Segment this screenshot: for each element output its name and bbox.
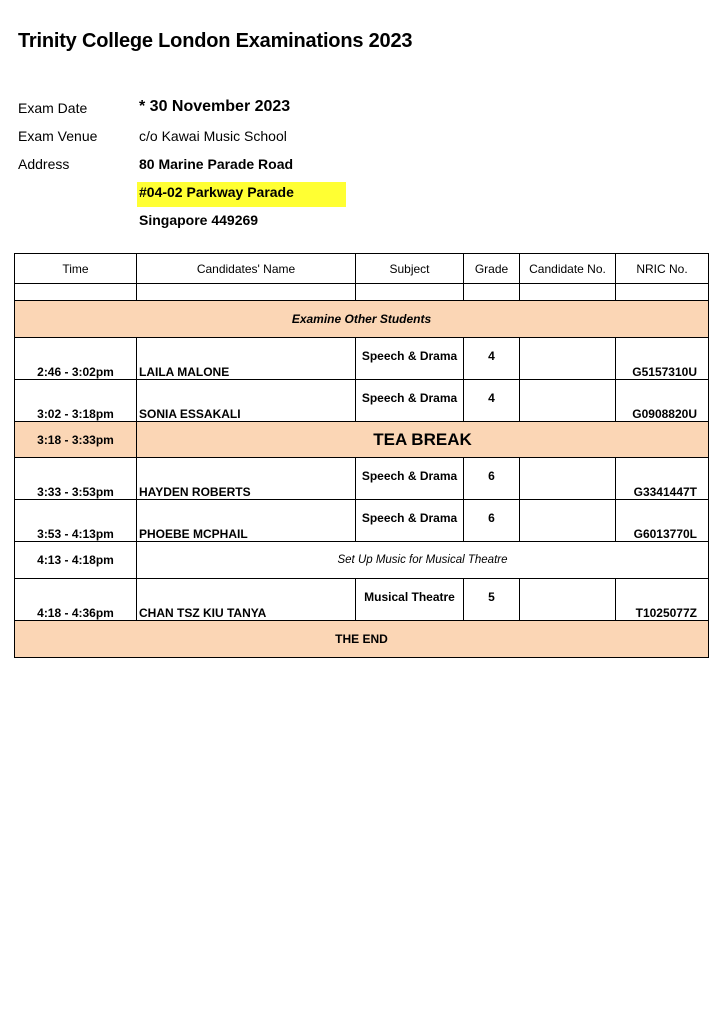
- end-label: THE END: [15, 621, 709, 658]
- setup-label: Set Up Music for Musical Theatre: [137, 542, 709, 579]
- section-banner: Examine Other Students: [15, 301, 709, 338]
- cell-grade: 4: [464, 380, 520, 422]
- cell-grade: 6: [464, 500, 520, 542]
- cell-subject: Speech & Drama: [356, 380, 464, 422]
- address-line-1: 80 Marine Parade Road: [139, 156, 294, 172]
- cell-candidate-no: [520, 458, 616, 500]
- header-candidate-name: Candidates' Name: [137, 254, 356, 284]
- exam-date-value: * 30 November 2023: [139, 98, 291, 115]
- cell-subject: Speech & Drama: [356, 500, 464, 542]
- cell-grade: 4: [464, 338, 520, 380]
- address-highlight: #04-02 Parkway Parade: [137, 182, 346, 207]
- cell-name: LAILA MALONE: [137, 338, 356, 380]
- cell-time: 2:46 - 3:02pm: [15, 338, 137, 380]
- table-row: [15, 500, 709, 542]
- header-candidate-no: Candidate No.: [520, 254, 616, 284]
- exam-date-label: Exam Date: [18, 100, 88, 116]
- cell-name: SONIA ESSAKALI: [137, 380, 356, 422]
- cell-time: 3:33 - 3:53pm: [15, 458, 137, 500]
- header-subject: Subject: [356, 254, 464, 284]
- table-row: [15, 458, 709, 500]
- tea-break-label: TEA BREAK: [137, 422, 709, 458]
- page-title: Trinity College London Examinations 2023: [18, 30, 413, 52]
- header-nric-no: NRIC No.: [616, 254, 709, 284]
- table-row: [15, 579, 709, 621]
- cell-time: 3:02 - 3:18pm: [15, 380, 137, 422]
- exam-info: [18, 98, 418, 238]
- address-row-2: [18, 182, 418, 210]
- exam-date-row: [18, 98, 418, 126]
- cell-name: CHAN TSZ KIU TANYA: [137, 579, 356, 621]
- cell-nric: T1025077Z: [616, 579, 709, 621]
- tea-break-time: 3:18 - 3:33pm: [15, 422, 137, 458]
- setup-row: [15, 542, 709, 579]
- cell-candidate-no: [520, 338, 616, 380]
- setup-time: 4:13 - 4:18pm: [15, 542, 137, 579]
- header-time: Time: [15, 254, 137, 284]
- blank-row: [15, 284, 709, 301]
- table-row: [15, 380, 709, 422]
- exam-venue-row: [18, 126, 418, 154]
- table-header-row: [15, 254, 709, 284]
- cell-nric: G6013770L: [616, 500, 709, 542]
- cell-candidate-no: [520, 380, 616, 422]
- cell-name: PHOEBE MCPHAIL: [137, 500, 356, 542]
- table-row: [15, 338, 709, 380]
- exam-venue-value: c/o Kawai Music School: [139, 128, 287, 144]
- cell-candidate-no: [520, 500, 616, 542]
- cell-subject: Musical Theatre: [356, 579, 464, 621]
- section-banner-row: [15, 301, 709, 338]
- cell-name: HAYDEN ROBERTS: [137, 458, 356, 500]
- address-row: [18, 154, 418, 182]
- cell-time: 3:53 - 4:13pm: [15, 500, 137, 542]
- cell-grade: 6: [464, 458, 520, 500]
- cell-nric: G0908820U: [616, 380, 709, 422]
- cell-candidate-no: [520, 579, 616, 621]
- end-row: [15, 621, 709, 658]
- address-line-2: [139, 184, 346, 200]
- cell-subject: Speech & Drama: [356, 458, 464, 500]
- address-row-3: [18, 210, 418, 238]
- cell-nric: G5157310U: [616, 338, 709, 380]
- cell-grade: 5: [464, 579, 520, 621]
- cell-nric: G3341447T: [616, 458, 709, 500]
- cell-time: 4:18 - 4:36pm: [15, 579, 137, 621]
- tea-break-row: [15, 422, 709, 458]
- header-grade: Grade: [464, 254, 520, 284]
- address-label: Address: [18, 156, 70, 172]
- cell-subject: Speech & Drama: [356, 338, 464, 380]
- exam-venue-label: Exam Venue: [18, 128, 98, 144]
- exam-schedule-table: [14, 253, 709, 658]
- address-line-3: Singapore 449269: [139, 212, 259, 228]
